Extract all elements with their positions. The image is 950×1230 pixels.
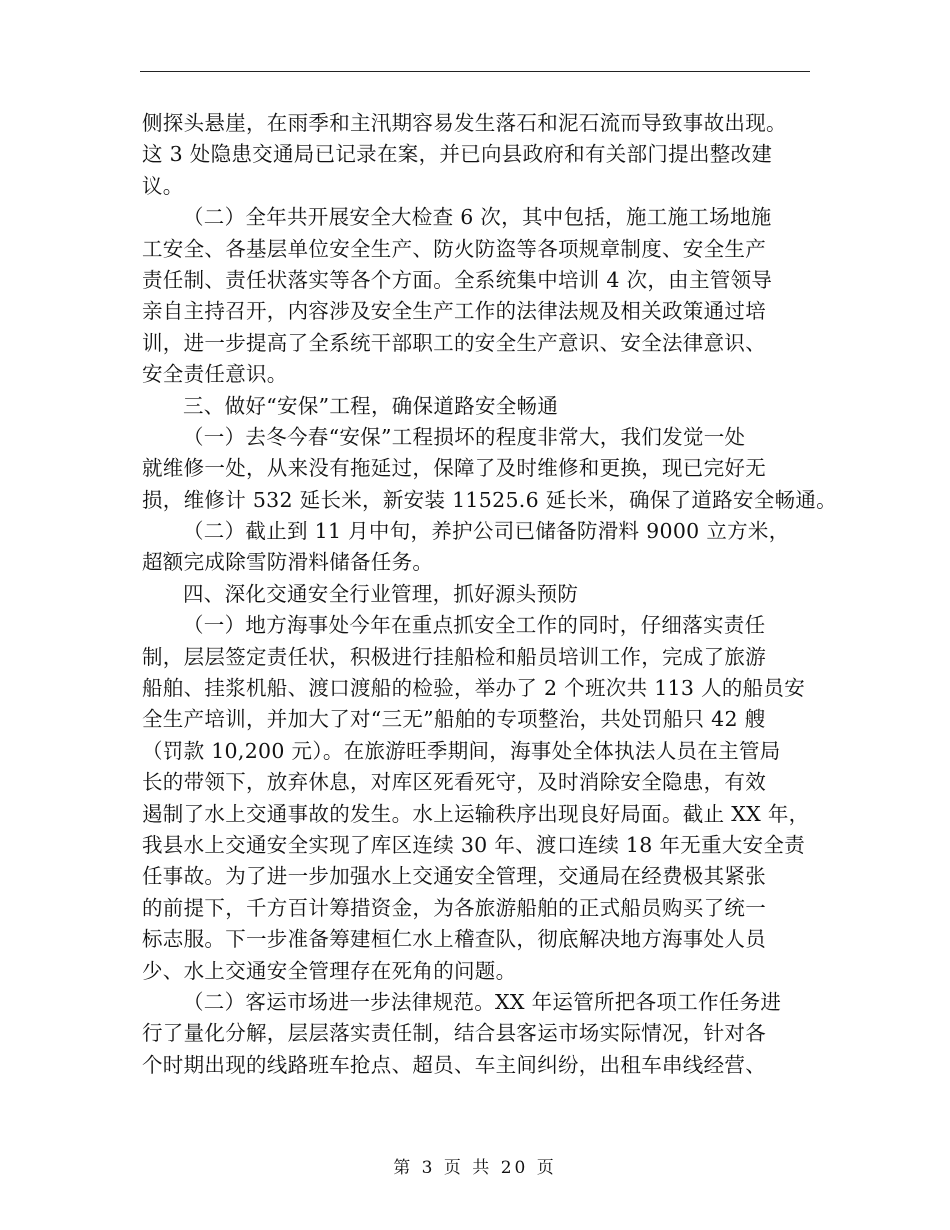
text-line: 行了量化分解，层层落实责任制，结合县客运市场实际情况，针对各 [142,1021,766,1046]
text-line: （罚款 10,200 元）。在旅游旺季期间，海事处全体执法人员在主管局 [142,738,781,763]
text-line: （一）地方海事处今年在重点抓安全工作的同时，仔细落实责任 [183,613,766,638]
text-line: 亲自主持召开，内容涉及安全生产工作的法律法规及相关政策通过培 [142,299,766,324]
text-line: （一）去冬今春“安保”工程损坏的程度非常大，我们发觉一处 [183,424,746,449]
text-line: 就维修一处，从来没有拖延过，保障了及时维修和更换，现已完好无 [142,456,766,481]
text-line: （二）客运市场进一步法律规范。XX 年运管所把各项工作任务进 [183,989,782,1014]
text-line: 超额完成除雪防滑料储备任务。 [142,550,434,575]
document-body [142,108,837,1081]
text-line: 四、深化交通安全行业管理，抓好源头预防 [183,581,579,606]
page-number: 第 3 页 共 20 页 [393,1158,557,1178]
text-line: 遏制了水上交通事故的发生。水上运输秩序出现良好局面。截止 XX 年， [142,801,810,826]
text-line: 的前提下，千方百计筹措资金，为各旅游船舶的正式船员购买了统一 [142,895,766,920]
text-line: 侧探头悬崖，在雨季和主汛期容易发生落石和泥石流而导致事故出现。 [142,111,787,135]
page-footer [0,1153,950,1178]
text-line: 个时期出现的线路班车抢点、超员、车主间纠纷，出租车串线经营、 [142,1052,766,1077]
text-line: 训，进一步提高了全系统干部职工的安全生产意识、安全法律意识、 [142,330,766,355]
text-line: 任事故。为了进一步加强水上交通安全管理，交通局在经费极其紧张 [142,864,766,889]
text-line: （二）全年共开展安全大检查 6 次，其中包括，施工施工场地施 [183,205,772,230]
text-line: 标志服。下一步准备筹建桓仁水上稽查队，彻底解决地方海事处人员 [142,927,766,952]
text-line: 少、水上交通安全管理存在死角的问题。 [142,958,517,983]
text-line: 工安全、各基层单位安全生产、防火防盗等各项规章制度、安全生产 [142,236,766,261]
header-rule [140,71,810,72]
text-line: 议。 [142,173,184,198]
text-line: （二）截止到 11 月中旬，养护公司已储备防滑料 9000 立方米， [183,519,790,544]
text-line: 这 3 处隐患交通局已记录在案，并已向县政府和有关部门提出整改建 [142,142,773,167]
text-line: 三、做好“安保”工程，确保道路安全畅通 [183,393,559,418]
text-line: 责任制、责任状落实等各个方面。全系统集中培训 4 次，由主管领导 [142,267,773,292]
text-line: 我县水上交通安全实现了库区连续 30 年、渡口连续 18 年无重大安全责 [142,832,806,857]
text-line: 损，维修计 532 延长米，新安装 11525.6 延长米，确保了道路安全畅通。 [142,487,837,512]
text-line: 制，层层签定责任状，积极进行挂船检和船员培训工作，完成了旅游 [142,644,766,669]
text-line: 安全责任意识。 [142,362,288,387]
text-line: 全生产培训，并加大了对“三无”船舶的专项整治，共处罚船只 42 艘 [142,707,766,732]
text-line: 长的带领下，放弃休息，对库区死看死守，及时消除安全隐患，有效 [142,770,766,795]
text-line: 船舶、挂浆机船、渡口渡船的检验，举办了 2 个班次共 113 人的船员安 [142,676,806,701]
